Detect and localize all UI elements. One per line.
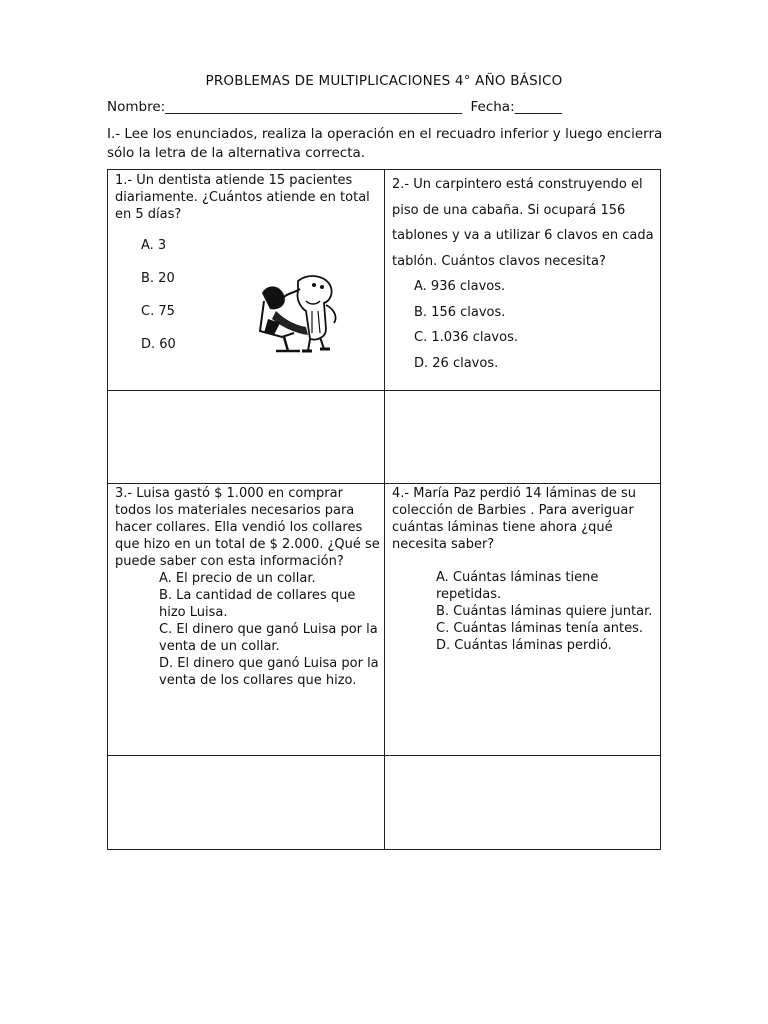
answer-box-3[interactable] (108, 756, 384, 849)
option-4a[interactable]: A. Cuántas láminas tiene repetidas. (436, 570, 599, 602)
option-3d[interactable]: D. El dinero que ganó Luisa por la venta de los collares que hizo. (159, 656, 379, 688)
question-2-text: 2.- Un carpintero está construyendo el piso de una cabaña. Si ocupará 156 tablones y va a utilizar 6 clavos en cada tablón. Cuántos clavos necesita? (392, 177, 654, 269)
question-2 (392, 172, 658, 376)
question-3-text: 3.- Luisa gastó $ 1.000 en comprar todos los materiales necesarios para hacer collares. Ella vendió los collares que hizo en un total de $ 2.000. ¿Qué se puede saber con esta información? (115, 486, 380, 569)
answer-box-1[interactable] (108, 391, 384, 483)
question-2-options (414, 274, 658, 376)
question-3-options (159, 570, 380, 689)
grid-divider-vertical (384, 170, 385, 849)
option-1b[interactable]: B. 20 (141, 271, 175, 286)
worksheet-title: PROBLEMAS DE MULTIPLICACIONES 4° AÑO BÁSICO (205, 73, 563, 89)
question-4 (392, 485, 658, 654)
answer-box-2[interactable] (385, 391, 660, 483)
instructions: I.- Lee los enunciados, realiza la operación en el recuadro inferior y luego encierra sólo la letra de la alternativa correcta. (107, 126, 663, 161)
question-1-text: 1.- Un dentista atiende 15 pacientes diariamente. ¿Cuántos atiende en total en 5 días? (115, 173, 370, 222)
option-1d[interactable]: D. 60 (141, 337, 176, 352)
question-3 (115, 485, 380, 689)
option-4d[interactable]: D. Cuántas láminas perdió. (436, 638, 612, 653)
name-date-line (107, 99, 667, 115)
question-1 (115, 172, 377, 369)
question-4-text: 4.- María Paz perdió 14 láminas de su colección de Barbies . Para averiguar cuántas láminas tiene ahora ¿qué necesita saber? (392, 486, 636, 552)
date-field[interactable]: Fecha:_______ (470, 99, 562, 115)
option-1a[interactable]: A. 3 (141, 238, 167, 253)
option-4b[interactable]: B. Cuántas láminas quiere juntar. (436, 604, 653, 619)
grid-divider-2 (108, 483, 660, 484)
option-2b[interactable]: B. 156 clavos. (414, 304, 506, 320)
problems-grid (107, 169, 661, 850)
name-field[interactable]: Nombre:____________________________________________ (107, 99, 463, 115)
option-2a[interactable]: A. 936 clavos. (414, 279, 506, 294)
option-4c[interactable]: C. Cuántas láminas tenía antes. (436, 621, 644, 636)
option-3a[interactable]: A. El precio de un collar. (159, 571, 316, 586)
option-3c[interactable]: C. El dinero que ganó Luisa por la venta de un collar. (159, 622, 378, 654)
option-3b[interactable]: B. La cantidad de collares que hizo Luisa. (159, 588, 356, 620)
answer-box-4[interactable] (385, 756, 660, 849)
option-1c[interactable]: C. 75 (141, 304, 175, 319)
question-4-options (436, 569, 658, 654)
option-2c[interactable]: C. 1.036 clavos. (414, 330, 518, 345)
option-2d[interactable]: D. 26 clavos. (414, 355, 499, 371)
dentist-illustration-icon (254, 271, 342, 356)
